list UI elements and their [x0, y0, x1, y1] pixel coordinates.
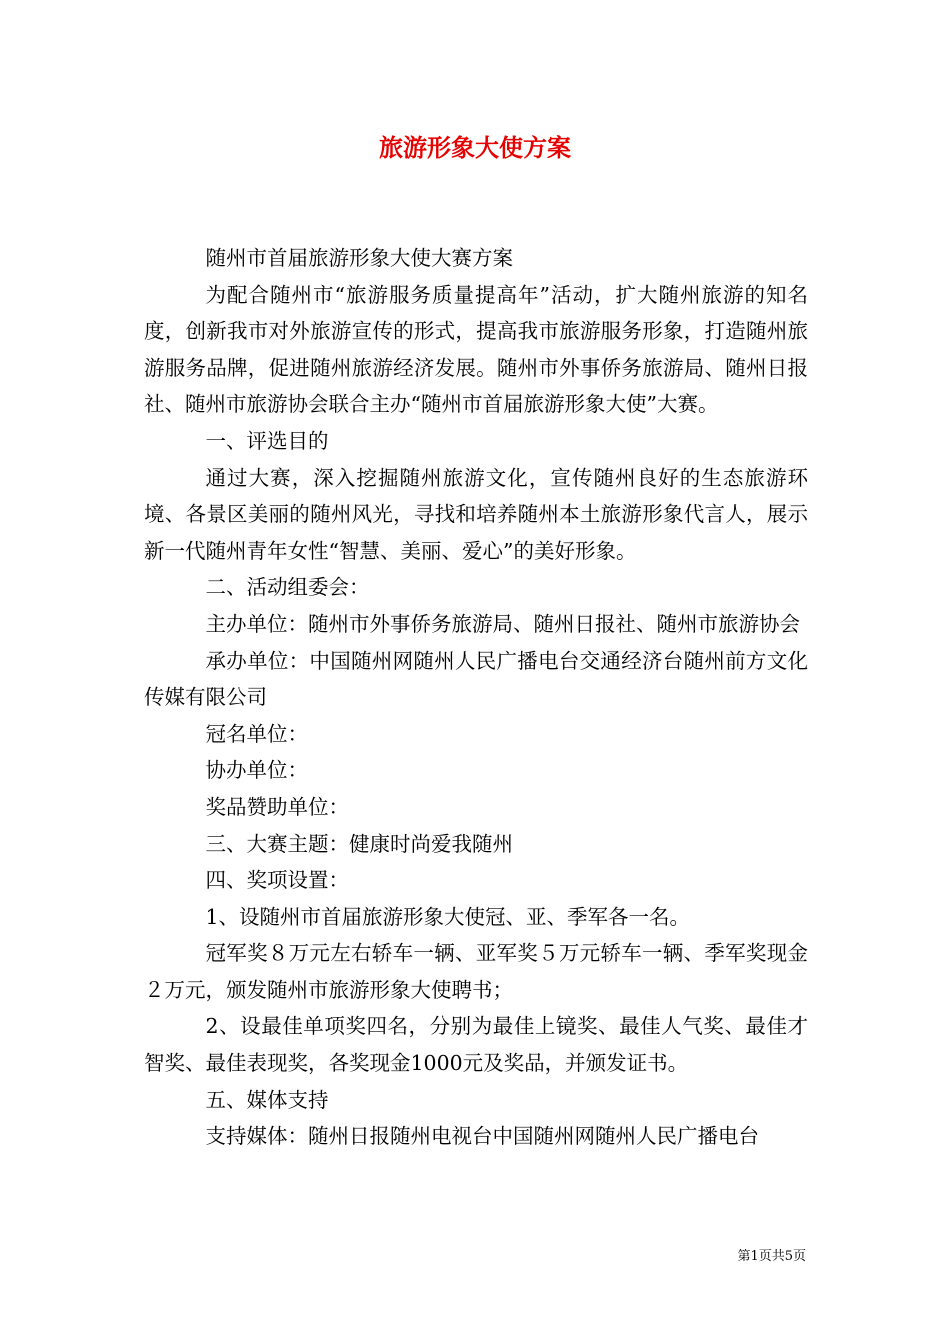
- document-body: [144, 240, 808, 1155]
- paragraph-title-sponsor: 冠名单位：: [205, 721, 308, 746]
- paragraph-media: 支持媒体：随州日报随州电视台中国随州网随州人民广播电台: [205, 1124, 759, 1149]
- paragraph-prize-sponsor: 奖品赞助单位：: [205, 794, 349, 819]
- section-heading-theme: 三、大赛主题：健康时尚爱我随州: [205, 831, 513, 856]
- section-heading-awards: 四、奖项设置：: [205, 868, 349, 893]
- paragraph-award-1: 1、设随州市首届旅游形象大使冠、亚、季军各一名。: [205, 904, 691, 929]
- paragraph-undertaker: 承办单位：中国随州网随州人民广播电台交通经济台随州前方文化传媒有限公司: [144, 648, 808, 710]
- document-title: 旅游形象大使方案: [379, 133, 571, 162]
- paragraph-purpose: 通过大赛，深入挖掘随州旅游文化，宣传随州良好的生态旅游环境、各景区美丽的随州风光，寻找和培养随州本土旅游形象代言人，展示新一代随州青年女性“智慧、美丽、爱心”的美好形象。: [144, 465, 808, 563]
- section-heading-committee: 二、活动组委会：: [205, 575, 370, 600]
- paragraph-co-organizer: 协办单位：: [205, 758, 308, 783]
- paragraph-organizer: 主办单位：随州市外事侨务旅游局、随州日报社、随州市旅游协会: [205, 611, 800, 636]
- section-heading-purpose: 一、评选目的: [205, 428, 329, 453]
- page-footer: 第1页共5页: [737, 1249, 806, 1264]
- paragraph-intro: 为配合随州市“旅游服务质量提高年”活动，扩大随州旅游的知名度，创新我市对外旅游宣传的形式，提高我市旅游服务形象，打造随州旅游服务品牌，促进随州旅游经济发展。随州市外事侨务旅游局、随州日报社、随州市旅游协会联合主办“随州市首届旅游形象大使”大赛。: [144, 282, 808, 417]
- paragraph-award-prizes: 冠军奖８万元左右轿车一辆、亚军奖５万元轿车一辆、季军奖现金２万元，颁发随州市旅游形象大使聘书；: [144, 941, 808, 1002]
- paragraph-award-2: 2、设最佳单项奖四名，分别为最佳上镜奖、最佳人气奖、最佳才智奖、最佳表现奖，各奖现金1000元及奖品，并颁发证书。: [144, 1014, 808, 1076]
- paragraph-heading: 随州市首届旅游形象大使大赛方案: [205, 246, 513, 270]
- section-heading-media: 五、媒体支持: [205, 1087, 329, 1112]
